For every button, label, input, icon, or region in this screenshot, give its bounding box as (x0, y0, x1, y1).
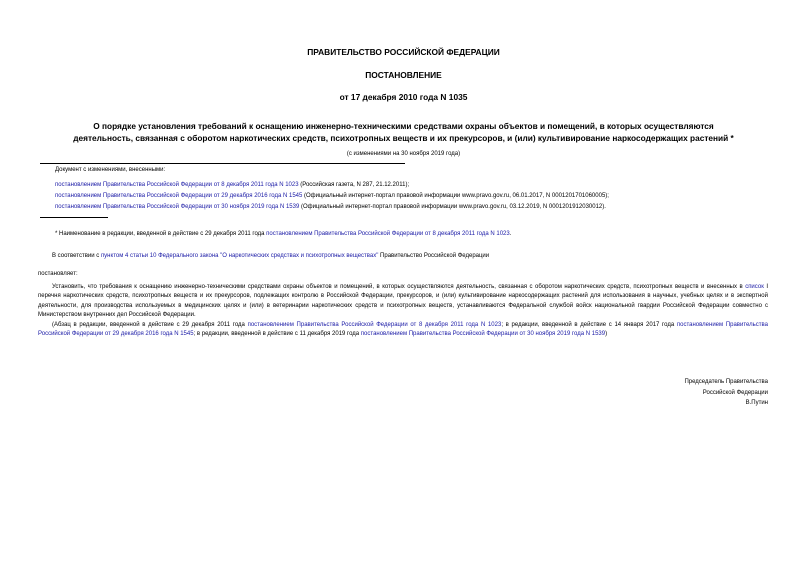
amendment-source: (Официальный интернет-портал правовой информации www.pravo.gov.ru, 03.12.2019, N 0001201912030012). (299, 204, 606, 210)
amendment-link[interactable]: постановлением Правительства Российской Федерации от 8 декабря 2011 года N 1023 (247, 321, 502, 328)
paragraph-text: Установить, что требования к оснащению инженерно-техническими средствами охраны объектов и помещений, в которых осуществляются деятельность, связанная с оборотом наркотических средств, психотропных веществ и внесенных в (52, 284, 746, 290)
paragraph-text: I перечня наркотических средств, психотропных веществ и их прекурсоров, подлежащих контролю в Российской Федерации, прекурсоров, и (или) культивирование наркосодержащих растений для использования в научных, учебных целях и в экспертной деятельности, для производства используемых в медицинских целях и (или) в ветеринарии наркотических средств и психотропных веществ, устанавливаются Федеральной службой войск национальной гвардии Российской Федерации совместно с Министерством внутренних дел Российской Федерации. (38, 284, 768, 319)
footnote-text: * Наименование в редакции, введенной в действие с 29 декабря 2011 года (55, 231, 267, 237)
signatory-title: Председатель Правительства (684, 379, 768, 385)
title-line-2: деятельность, связанная с оборотом наркотических средств, психотропных веществ и их прекурсоров, и (или) культивирование наркосодержащих растений * (73, 133, 734, 143)
document-date: от 17 декабря 2010 года N 1035 (339, 92, 468, 102)
amendment-link[interactable]: постановлением Правительства Российской Федерации от 29 декабря 2016 года N 1545 (55, 193, 303, 199)
as-of-note: (с изменениями на 30 ноября 2019 года) (346, 151, 461, 157)
paragraph-text: ; в редакции, введенной в действие с 11 декабря 2019 года (193, 331, 361, 338)
paragraph-text: ; в редакции, введенной в действие с 14 января 2017 года (501, 321, 677, 328)
basis-pre: В соответствии с (52, 253, 101, 259)
law-link[interactable]: пунктом 4 статьи 10 Федерального закона "О наркотических средствах и психотропных веществах" (100, 253, 379, 259)
footnote-link[interactable]: постановлением Правительства Российской Федерации от 8 декабря 2011 года N 1023 (266, 231, 510, 237)
basis-post: Правительство Российской Федерации (378, 253, 490, 259)
signature-block (568, 377, 768, 409)
government-heading: ПРАВИТЕЛЬСТВО РОССИЙСКОЙ ФЕДЕРАЦИИ (307, 47, 500, 57)
amendment-source: (Официальный интернет-портал правовой информации www.pravo.gov.ru, 06.01.2017, N 0001201701060005); (302, 193, 609, 199)
amendment-item (55, 181, 409, 190)
title-line-1: О порядке установления требований к оснащению инженерно-техническими средствами охраны объектов и помещений, в которых осуществляются (93, 121, 714, 131)
paragraph-text: (Абзац в редакции, введенной в действие с 29 декабря 2011 года (52, 321, 248, 328)
divider (40, 163, 405, 164)
paragraph-text: ) (605, 331, 608, 338)
decrees-label: постановляет: (38, 271, 78, 277)
amendment-link[interactable]: постановлением Правительства Российской Федерации от 29 декабря 2016 года N 1545 (38, 321, 768, 338)
signatory-name: В.Путин (745, 400, 768, 406)
amendment-item (55, 192, 609, 201)
amendment-link[interactable]: постановлением Правительства Российской Федерации от 8 декабря 2011 года N 1023 (55, 182, 299, 188)
legal-basis (52, 252, 489, 261)
amendments-header: Документ с изменениями, внесенными: (55, 167, 166, 173)
body-text (38, 283, 768, 339)
amendment-item (55, 203, 606, 212)
footnote (55, 230, 511, 239)
document-type: ПОСТАНОВЛЕНИЕ (365, 70, 442, 80)
paragraph-2 (38, 321, 768, 340)
amendment-link[interactable]: постановлением Правительства Российской Федерации от 30 ноября 2019 года N 1539 (360, 331, 606, 338)
document-title (40, 120, 767, 144)
footnote-end: . (509, 231, 512, 237)
amendment-link[interactable]: постановлением Правительства Российской Федерации от 30 ноября 2019 года N 1539 (55, 204, 300, 210)
amendment-source: (Российская газета, N 287, 21.12.2011); (298, 182, 410, 188)
divider (40, 217, 108, 218)
list-link[interactable]: список (745, 284, 764, 290)
paragraph-1 (38, 283, 768, 321)
signatory-country: Российской Федерации (702, 389, 768, 396)
